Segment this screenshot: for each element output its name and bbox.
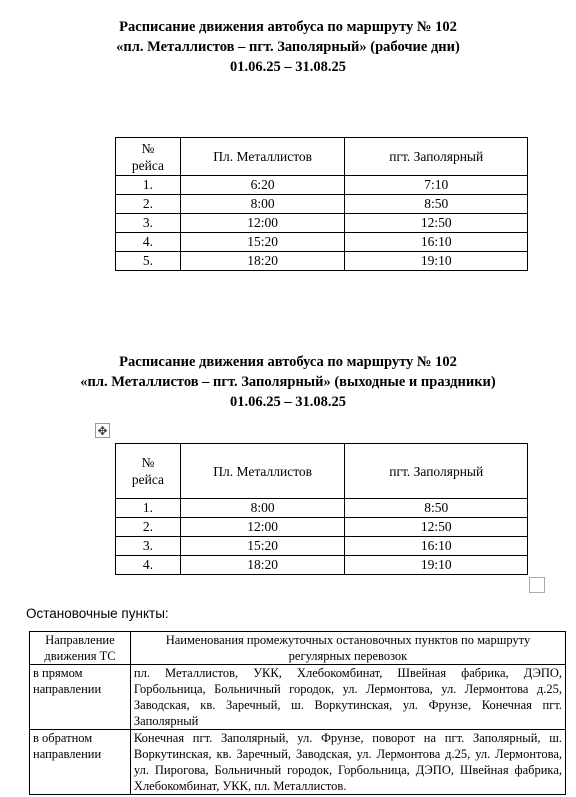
departure-time-cell: 15:20 (180, 233, 345, 252)
table-row (116, 252, 528, 271)
trip-number-cell: 2. (116, 195, 181, 214)
departure-time-cell: 12:00 (180, 214, 345, 233)
departure-time-cell: 6:20 (180, 176, 345, 195)
trip-number-cell: 1. (116, 176, 181, 195)
weekday-title-line2: «пл. Металлистов – пгт. Заполярный» (рабочие дни) (116, 39, 460, 55)
weekend-title-line2: «пл. Металлистов – пгт. Заполярный» (выходные и праздники) (80, 374, 496, 390)
stops-label: Остановочные пункты: (26, 606, 169, 621)
trip-number-cell: 5. (116, 252, 181, 271)
stops-header-row (30, 632, 566, 665)
move-cross-icon[interactable]: ✥ (95, 423, 110, 438)
departure-time-cell: 12:00 (180, 518, 345, 537)
arrival-header: пгт. Заполярный (345, 444, 528, 499)
table-row (116, 537, 528, 556)
stops-row-forward (30, 665, 566, 730)
trip-number-cell: 4. (116, 233, 181, 252)
departure-time-cell: 18:20 (180, 252, 345, 271)
table-row (116, 499, 528, 518)
trip-number-cell: 3. (116, 537, 181, 556)
weekend-schedule-table (115, 443, 528, 575)
direction-reverse: в обратном направлении (30, 730, 131, 795)
stops-row-reverse (30, 730, 566, 795)
direction-header: Направление движения ТС (30, 632, 131, 665)
weekend-title (0, 352, 576, 412)
stops-table (29, 631, 566, 795)
arrival-time-cell: 16:10 (345, 537, 528, 556)
arrival-time-cell: 16:10 (345, 233, 528, 252)
arrival-header: пгт. Заполярный (345, 138, 528, 176)
trip-number-cell: 1. (116, 499, 181, 518)
trip-number-header-bottom: рейса (131, 157, 164, 173)
table-row (116, 176, 528, 195)
arrival-time-cell: 8:50 (345, 195, 528, 214)
weekend-title-line1: Расписание движения автобуса по маршруту № 102 (119, 354, 457, 370)
trip-number-cell: 4. (116, 556, 181, 575)
table-row (116, 518, 528, 537)
stops-reverse-list: Конечная пгт. Заполярный, ул. Фрунзе, поворот на пгт. Заполярный, ш. Воркутинская, кв. Заречный, Заводская, ул. Лермонтова д.25, ул. Лермонтова, ул. Пирогова, Больничный городок, Горбольница, ДЭПО, Швейная фабрика, Хлебокомбинат, УКК, пл. Металлистов. (130, 730, 565, 795)
table-row (116, 233, 528, 252)
departure-header: Пл. Металлистов (180, 138, 345, 176)
stop-names-header: Наименования промежуточных остановочных пунктов по маршруту регулярных перевозок (130, 632, 565, 665)
direction-forward: в прямом направлении (30, 665, 131, 730)
arrival-time-cell: 12:50 (345, 214, 528, 233)
table-header-row (116, 444, 528, 499)
table-row (116, 556, 528, 575)
trip-number-header (116, 444, 181, 499)
stops-forward-list: пл. Металлистов, УКК, Хлебокомбинат, Швейная фабрика, ДЭПО, Горбольница, Больничный городок, ул. Лермонтова, ул. Лермонтова д.25, Заводская, кв. Заречный, ш. Воркутинская, ул. Фрунзе, Конечная пгт. Заполярный (130, 665, 565, 730)
arrival-time-cell: 19:10 (345, 556, 528, 575)
table-row (116, 195, 528, 214)
table-resize-icon[interactable] (529, 577, 545, 593)
weekend-title-line3: 01.06.25 – 31.08.25 (230, 394, 346, 410)
weekday-schedule-table (115, 137, 528, 271)
trip-number-header-top: № (141, 455, 155, 470)
departure-time-cell: 8:00 (180, 499, 345, 518)
trip-number-cell: 3. (116, 214, 181, 233)
arrival-time-cell: 7:10 (345, 176, 528, 195)
trip-number-cell: 2. (116, 518, 181, 537)
arrival-time-cell: 12:50 (345, 518, 528, 537)
departure-header: Пл. Металлистов (180, 444, 345, 499)
weekday-title (0, 17, 576, 77)
departure-time-cell: 15:20 (180, 537, 345, 556)
arrival-time-cell: 19:10 (345, 252, 528, 271)
table-row (116, 214, 528, 233)
weekday-title-line1: Расписание движения автобуса по маршруту № 102 (119, 19, 457, 35)
arrival-time-cell: 8:50 (345, 499, 528, 518)
trip-number-header-top: № (141, 140, 155, 156)
weekday-title-line3: 01.06.25 – 31.08.25 (230, 59, 346, 75)
table-header-row (116, 138, 528, 176)
trip-number-header (116, 138, 181, 176)
trip-number-header-bottom: рейса (131, 472, 164, 487)
departure-time-cell: 8:00 (180, 195, 345, 214)
departure-time-cell: 18:20 (180, 556, 345, 575)
